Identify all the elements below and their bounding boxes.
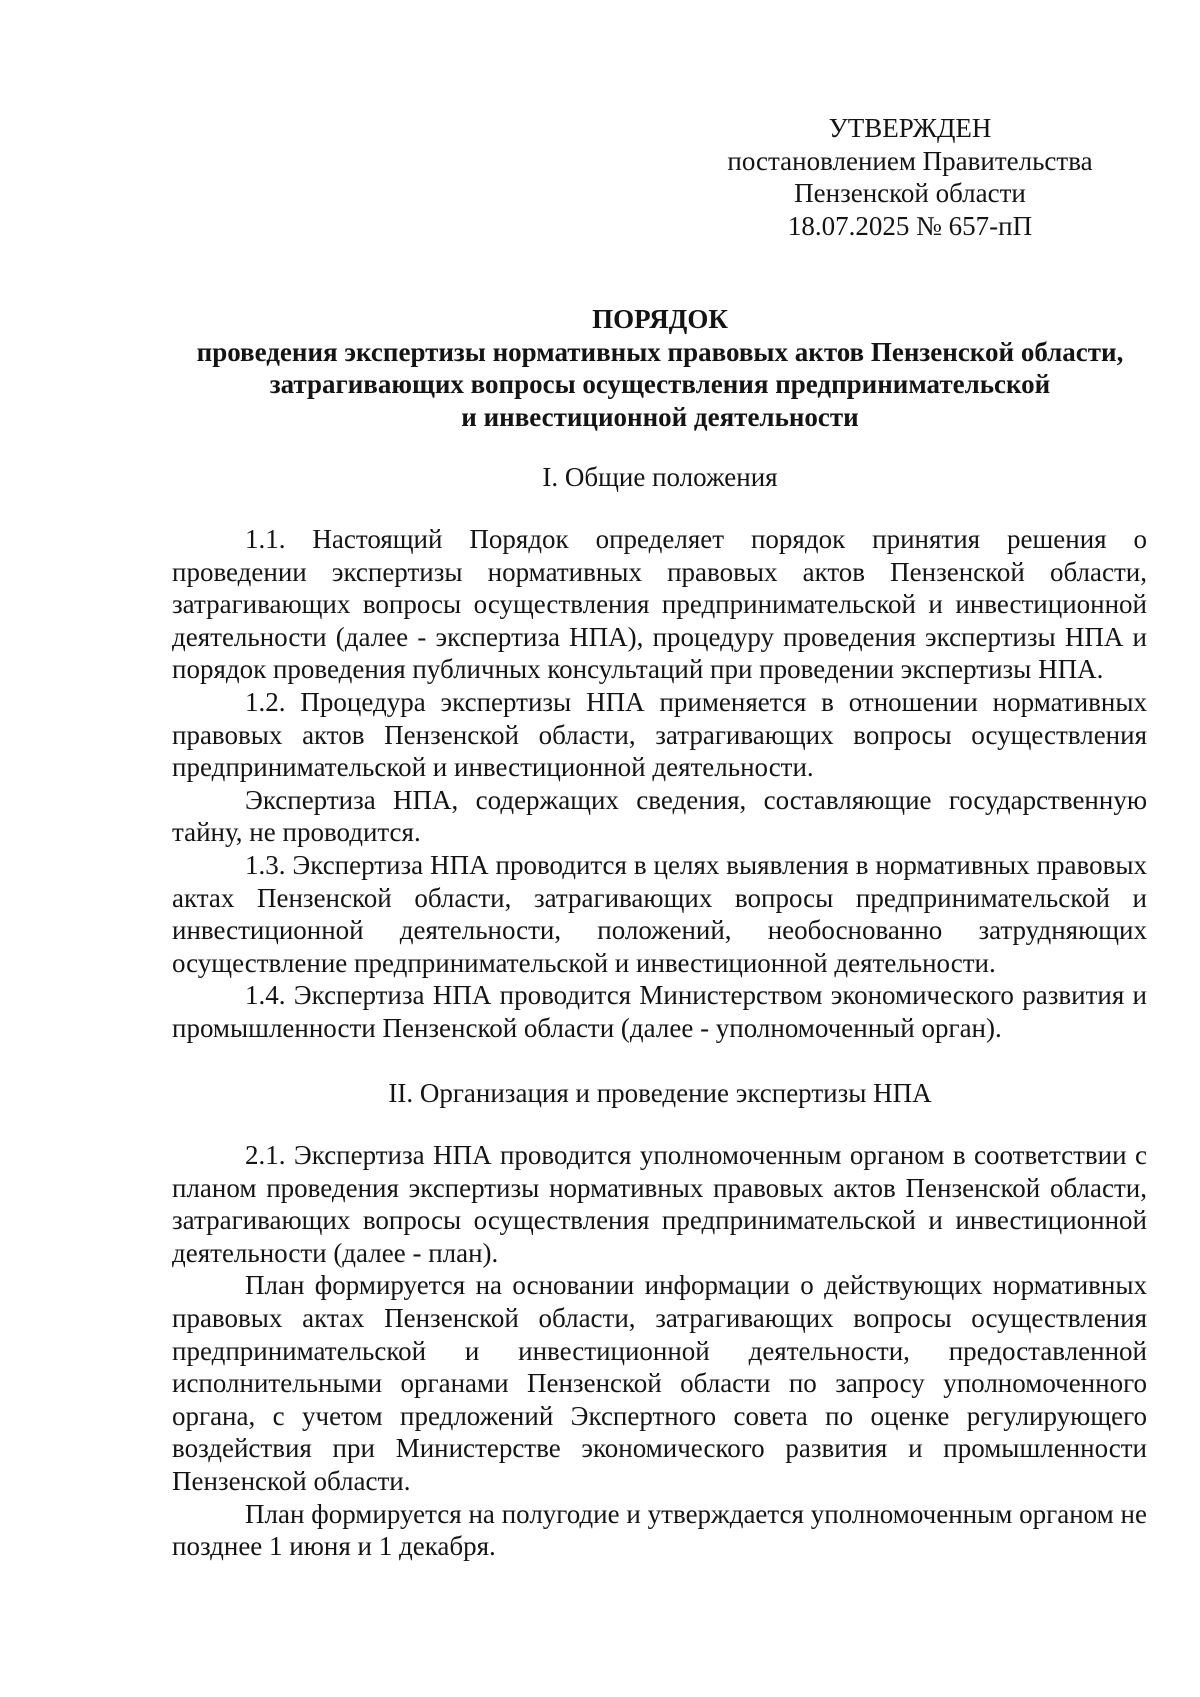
approval-status: УТВЕРЖДЕН (828, 113, 992, 143)
approval-region: Пензенской области (794, 178, 1026, 209)
title-main: ПОРЯДОК (592, 304, 728, 334)
approval-authority: постановлением Правительства (727, 145, 1093, 176)
paragraph-2-1: 2.1. Экспертиза НПА проводится уполномоченным органом в соответствии с планом проведения экспертизы нормативных правовых актов Пензенской области, затрагивающих вопросы осуществления предпринимательской и инвестиционной деятельности (далее - план). (172, 1140, 1147, 1268)
title-subtitle-line: и инвестиционной деятельности (461, 401, 859, 432)
section-body-general-provisions (172, 523, 1147, 1045)
title-subtitle-line: проведения экспертизы нормативных правовых актов Пензенской области, (196, 336, 1124, 367)
document-title (130, 303, 1190, 433)
paragraph-1-1: 1.1. Настоящий Порядок определяет порядок принятия решения о проведении экспертизы нормативных правовых актов Пензенской области, затрагивающих вопросы осуществления предпринимательской и инвестиционной деятельности (далее - экспертиза НПА), процедуру проведения экспертизы НПА и порядок проведения публичных консультаций при проведении экспертизы НПА. (172, 524, 1147, 685)
title-subtitle-line: затрагивающих вопросы осуществления предпринимательской (269, 369, 1051, 400)
section-body-organization (172, 1139, 1147, 1563)
paragraph-1-3: 1.3. Экспертиза НПА проводится в целях выявления в нормативных правовых актах Пензенской области, затрагивающих вопросы предпринимательской и инвестиционной деятельности, положений, необоснованно затрудняющих осуществление предпринимательской и инвестиционной деятельности. (172, 849, 1147, 978)
approval-stamp (700, 112, 1120, 242)
paragraph-1-2-state-secret: Экспертиза НПА, содержащих сведения, составляющие государственную тайну, не проводится. (172, 784, 1147, 848)
paragraph-1-2: 1.2. Процедура экспертизы НПА применяется в отношении нормативных правовых актов Пензенской области, затрагивающих вопросы осуществления предпринимательской и инвестиционной деятельности. (172, 686, 1147, 783)
section-heading-general-provisions: I. Общие положения (542, 462, 778, 492)
approval-date-number: 18.07.2025 № 657-пП (787, 210, 1033, 241)
paragraph-1-4: 1.4. Экспертиза НПА проводится Министерством экономического развития и промышленности Пензенской области (далее - уполномоченный орган). (172, 980, 1147, 1043)
paragraph-2-1-plan-approval: План формируется на полугодие и утверждается уполномоченным органом не позднее 1 июня и 1 декабря. (172, 1498, 1147, 1562)
section-heading-organization: II. Организация и проведение экспертизы НПА (388, 1078, 932, 1108)
paragraph-2-1-plan-formation: План формируется на основании информации о действующих нормативных правовых актах Пензенской области, затрагивающих вопросы осуществления предпринимательской и инвестиционной деятельности, предоставленной исполнительными органами Пензенской области по запросу уполномоченного органа, с учетом предложений Экспертного совета по оценке регулирующего воздействия при Министерстве экономического развития и промышленности Пензенской области. (172, 1270, 1147, 1496)
